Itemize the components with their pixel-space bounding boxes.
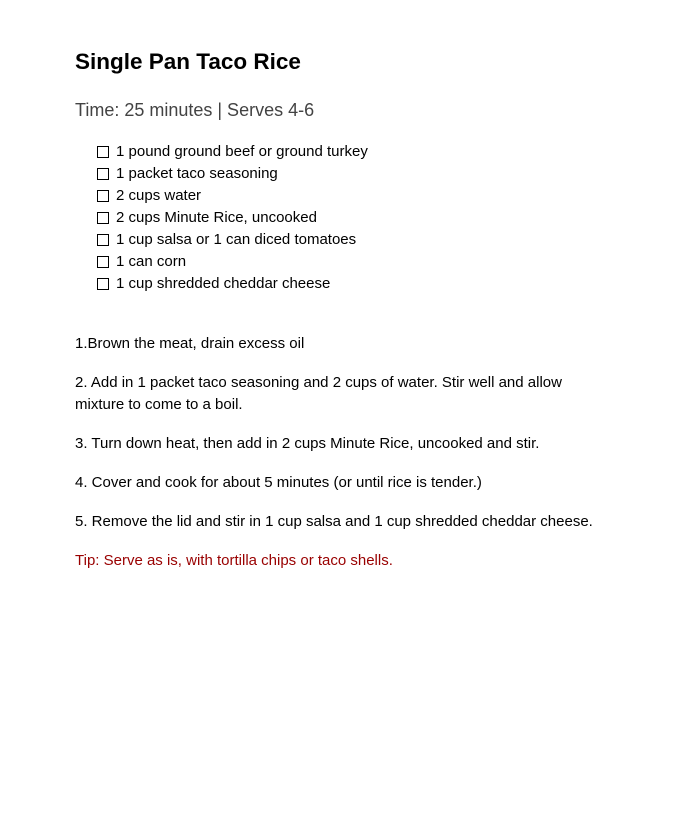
ingredient-label: 1 can corn bbox=[116, 253, 187, 270]
ingredient-item[interactable] bbox=[97, 141, 368, 163]
recipe-time-servings: Time: 25 minutes | Serves 4-6 bbox=[75, 100, 315, 120]
checkbox-icon[interactable] bbox=[97, 168, 109, 180]
ingredient-label: 1 packet taco seasoning bbox=[116, 165, 278, 182]
ingredient-item[interactable] bbox=[97, 185, 368, 207]
ingredient-item[interactable] bbox=[97, 229, 368, 251]
ingredient-label: 1 cup salsa or 1 can diced tomatoes bbox=[116, 231, 357, 248]
recipe-title: Single Pan Taco Rice bbox=[75, 49, 301, 74]
ingredient-label: 1 pound ground beef or ground turkey bbox=[116, 143, 368, 160]
instruction-step: 5. Remove the lid and stir in 1 cup salsa and 1 cup shredded cheddar cheese. bbox=[75, 513, 593, 530]
ingredient-label: 1 cup shredded cheddar cheese bbox=[116, 275, 331, 292]
instruction-step: 1.Brown the meat, drain excess oil bbox=[75, 335, 305, 352]
ingredient-checklist bbox=[97, 141, 368, 295]
ingredient-label: 2 cups Minute Rice, uncooked bbox=[116, 209, 317, 226]
ingredient-label: 2 cups water bbox=[116, 187, 202, 204]
ingredient-item[interactable] bbox=[97, 163, 368, 185]
checkbox-icon[interactable] bbox=[97, 190, 109, 202]
serving-tip: Tip: Serve as is, with tortilla chips or taco shells. bbox=[75, 552, 393, 569]
ingredient-item[interactable] bbox=[97, 273, 368, 295]
ingredient-item[interactable] bbox=[97, 207, 368, 229]
checkbox-icon[interactable] bbox=[97, 212, 109, 224]
instruction-step: 4. Cover and cook for about 5 minutes (or until rice is tender.) bbox=[75, 474, 482, 491]
checkbox-icon[interactable] bbox=[97, 278, 109, 290]
instruction-steps bbox=[75, 333, 615, 572]
instruction-step: 2. Add in 1 packet taco seasoning and 2 cups of water. Stir well and allow mixture to come to a boil. bbox=[75, 374, 562, 413]
ingredient-item[interactable] bbox=[97, 251, 368, 273]
instruction-step: 3. Turn down heat, then add in 2 cups Minute Rice, uncooked and stir. bbox=[75, 435, 540, 452]
checkbox-icon[interactable] bbox=[97, 146, 109, 158]
checkbox-icon[interactable] bbox=[97, 234, 109, 246]
checkbox-icon[interactable] bbox=[97, 256, 109, 268]
